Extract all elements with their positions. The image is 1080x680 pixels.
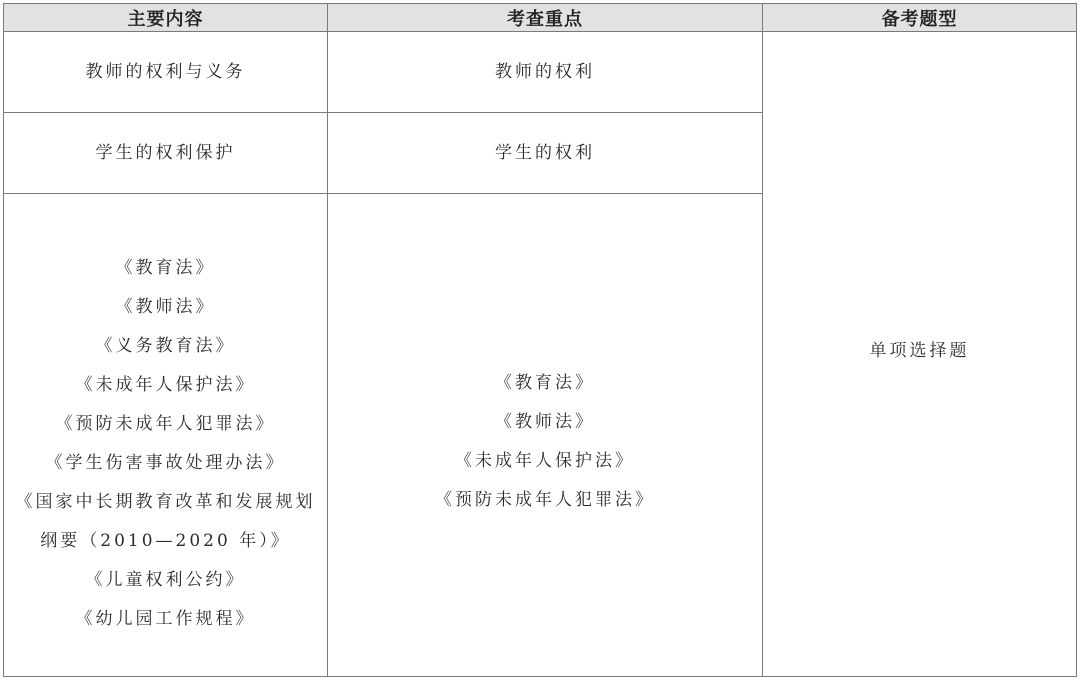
law-item: 《教育法》 xyxy=(115,258,216,278)
header-row xyxy=(4,4,1077,32)
law-item: 《预防未成年人犯罪法》 xyxy=(55,414,276,434)
question-type-label: 单项选择题 xyxy=(869,340,970,361)
content-line: 学生的权利保护 xyxy=(95,142,236,163)
content-cell xyxy=(4,113,328,194)
content-line: 教师的权利与义务 xyxy=(85,61,246,82)
focus-cell-laws xyxy=(328,194,763,677)
law-list xyxy=(4,231,327,639)
focus-law-item: 《教师法》 xyxy=(495,412,595,432)
law-item: 《国家中长期教育改革和发展规划 xyxy=(15,492,316,512)
focus-line: 教师的权利 xyxy=(495,61,595,82)
exam-outline-table xyxy=(3,3,1077,677)
focus-law-item: 《未成年人保护法》 xyxy=(455,451,635,471)
focus-law-list xyxy=(328,350,762,520)
content-cell-laws xyxy=(4,194,328,677)
law-item: 《教师法》 xyxy=(115,297,216,317)
focus-cell xyxy=(328,32,763,113)
law-item: 《义务教育法》 xyxy=(95,336,236,356)
law-item: 《儿童权利公约》 xyxy=(85,570,246,590)
law-item: 《未成年人保护法》 xyxy=(75,375,256,395)
focus-line: 学生的权利 xyxy=(495,142,595,163)
focus-law-item: 《预防未成年人犯罪法》 xyxy=(435,490,655,510)
question-type-cell xyxy=(763,32,1077,677)
law-item: 《学生伤害事故处理办法》 xyxy=(45,453,286,473)
law-item: 纲要（2010—2020 年）》 xyxy=(40,531,291,551)
law-item: 《幼儿园工作规程》 xyxy=(75,609,256,629)
header-main-content: 主要内容 xyxy=(4,4,328,32)
exam-outline-table-wrapper xyxy=(3,3,1076,677)
header-key-points: 考查重点 xyxy=(328,4,763,32)
focus-law-item: 《教育法》 xyxy=(495,373,595,393)
content-cell xyxy=(4,32,328,113)
header-question-type: 备考题型 xyxy=(763,4,1077,32)
focus-cell xyxy=(328,113,763,194)
table-row xyxy=(4,32,1077,113)
